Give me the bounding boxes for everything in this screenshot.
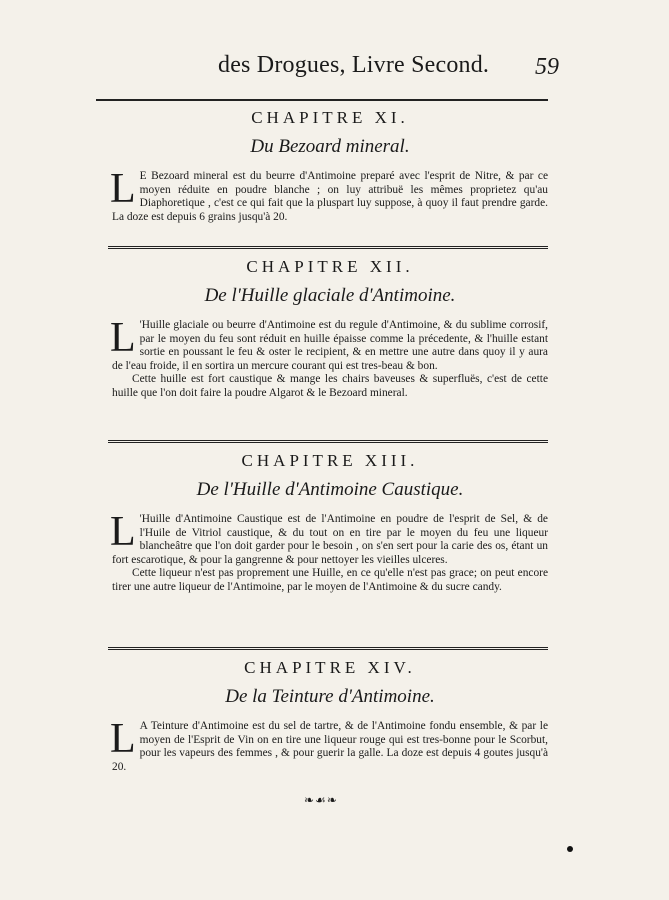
chapter-title: CHAPITRE XIII.: [241, 451, 419, 470]
paragraph-text: E Bezoard mineral est du beurre d'Antimoine preparé avec l'esprit de Nitre, & par ce moyen réduite en poudre blanche ; on luy attribuë les mêmes proprietez qu'au Diaphoretique , c'est ce qui fait que la pluspart luy suppose, à quoy il faut prendre garde. La doze est depuis 6 grains jusqu'à 20.: [112, 170, 548, 223]
chapter-paragraph: Cette liqueur n'est pas proprement une Huille, en ce qu'elle n'est pas grace; on peut encore tirer une autre liqueur de l'Antimoine, par le moyen de l'Antimoine & du sucre candy.: [112, 567, 548, 593]
chapter-xi: [112, 108, 548, 224]
chapter-paragraph: [110, 716, 548, 774]
chapter-divider: [108, 647, 548, 650]
ink-dot: [567, 846, 573, 852]
chapter-paragraph: [110, 509, 548, 567]
drop-cap: L: [110, 166, 136, 212]
chapter-title: CHAPITRE XII.: [246, 257, 414, 276]
chapter-title: CHAPITRE XIV.: [244, 658, 416, 677]
drop-cap: L: [110, 716, 136, 762]
page-number: 59: [535, 54, 559, 80]
chapter-paragraph: [110, 315, 548, 373]
chapter-paragraph: [110, 166, 548, 224]
chapter-xii: [112, 257, 548, 401]
header-rule: [96, 99, 548, 101]
chapter-paragraph: Cette huille est fort caustique & mange les chairs baveuses & superfluës, c'est de cette huille que l'on doit faire la poudre Algarot & le Bezoard mineral.: [112, 373, 548, 399]
paragraph-text: A Teinture d'Antimoine est du sel de tartre, & de l'Antimoine fondu ensemble, & par le moyen de l'Esprit de Vin on en tire une liqueur rouge qui est tres-bonne pour le Scorbut, pour les vapeurs des femmes , & pour guerir la galle. La doze est depuis 4 goutes jusqu'à 20.: [112, 720, 548, 773]
chapter-divider: [108, 440, 548, 443]
chapter-subtitle: De l'Huille d'Antimoine Caustique.: [196, 479, 464, 500]
paragraph-text: 'Huille d'Antimoine Caustique est de l'Antimoine en poudre de l'esprit de Sel, & de l'Huile de Vitriol caustique, & du tout on en tire par le moyen du feu une liqueur blancheâtre que l'on doit garder pour le besoin , on s'en sert pour la carie des os, étant un fort escarotique, & pour la gangrenne & pour nettoyer les vieilles ulceres.: [112, 513, 548, 566]
chapter-xiii: [112, 451, 548, 595]
drop-cap: L: [110, 509, 136, 555]
page-header: [0, 52, 669, 82]
chapter-subtitle: Du Bezoard mineral.: [250, 136, 410, 157]
drop-cap: L: [110, 315, 136, 361]
chapter-xiv: [112, 658, 548, 774]
running-title: des Drogues, Livre Second.: [218, 52, 490, 78]
chapter-subtitle: De la Teinture d'Antimoine.: [225, 686, 435, 707]
chapter-divider: [108, 246, 548, 249]
chapter-title: CHAPITRE XI.: [251, 108, 409, 127]
paragraph-text: 'Huille glaciale ou beurre d'Antimoine est du regule d'Antimoine, & du sublime corrosif, par le moyen du feu sont réduit en huille épaisse comme la précedente, & l'huille estant sortie en poussant le feu & oster le recipient, & en mettre une autre dans quoy il y aura de l'eau froide, il en sortira un mercure courant qui est tres-beau & bon.: [112, 319, 548, 372]
tailpiece-ornament: ❧☙❧: [304, 793, 338, 807]
chapter-subtitle: De l'Huille glaciale d'Antimoine.: [204, 285, 456, 306]
